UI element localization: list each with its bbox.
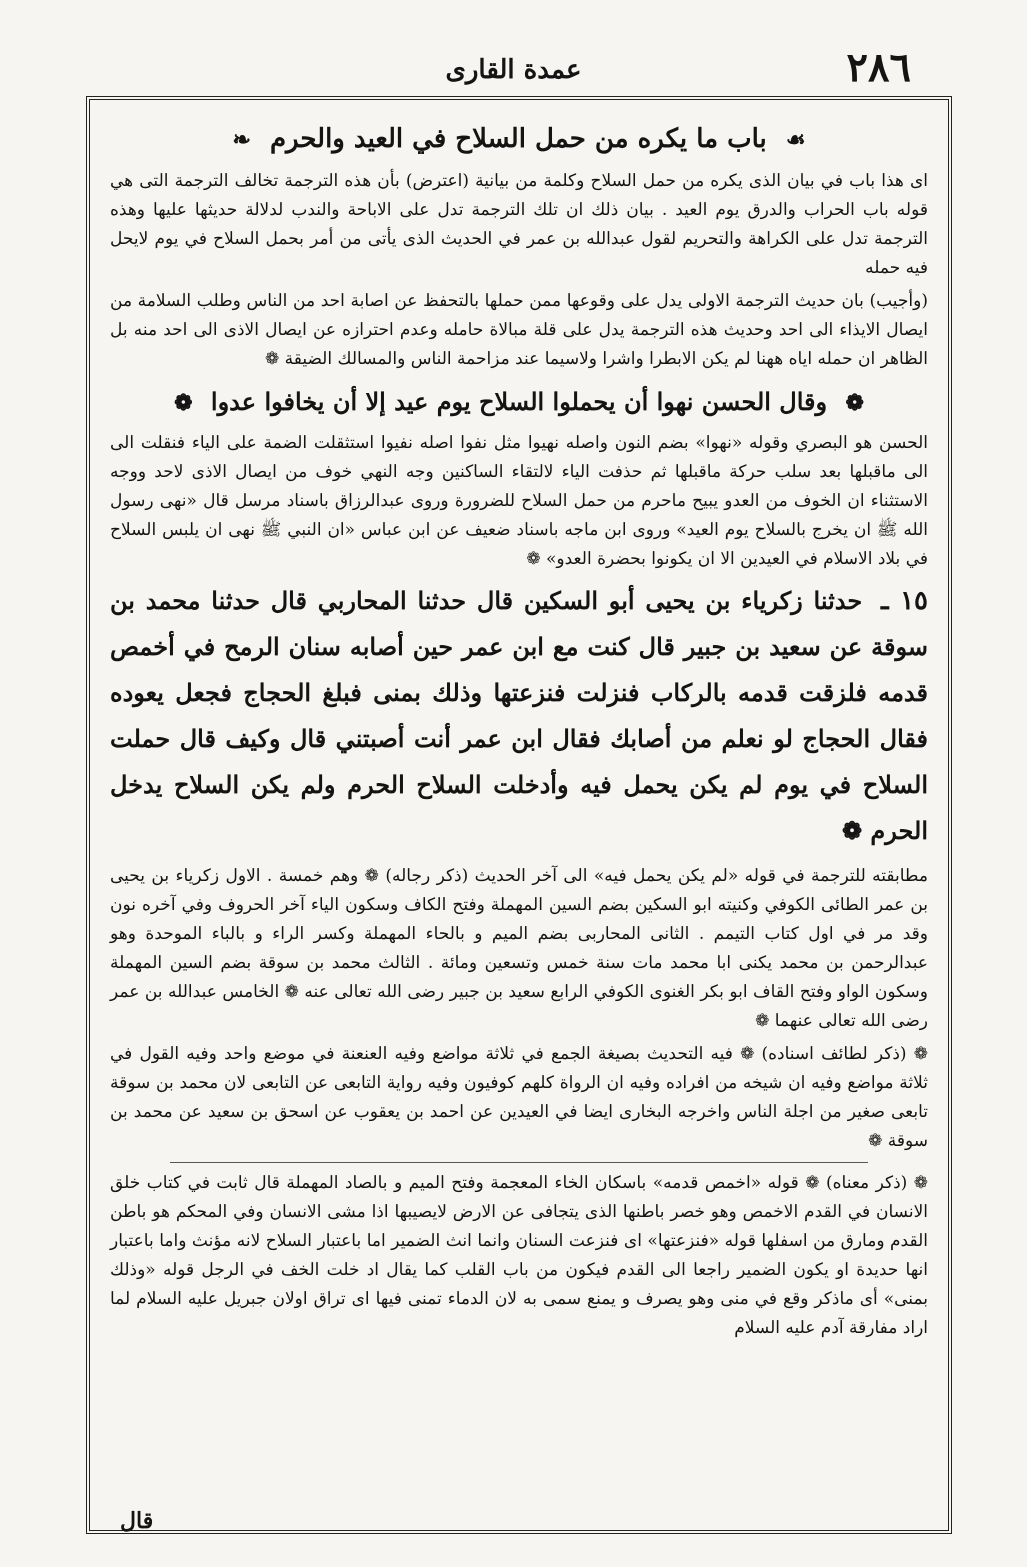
- analysis-paragraph: مطابقته للترجمة في قوله «لم يكن يحمل فيه» الى آخر الحديث (ذكر رجاله) ❁ وهم خمسة . الاول زكرياء بن يحيى بن عمر الطائى الكوفي وكنيته ابو السكين بضم السين المهملة وفتح الكاف وسكون الياء آخر الحروف وفي آخره نون وقد مر في اول كتاب التيمم . الثانى المحاربى بضم الميم و بالحاء المهملة وكسر الراء و بالباء الموحدة وهو عبدالرحمن بن محمد يكنى ابا محمد مات سنة خمس وتسعين ومائة . الثالث محمد بن سوقة بضم السين المهملة وسكون الواو وفتح القاف ابو بكر الغنوى الكوفي الرابع سعيد بن جبير رضى الله تعالى عنه ❁ الخامس عبدالله بن عمر رضى الله تعالى عنهما ❁: [110, 866, 928, 1031]
- page-number: ٢٨٦: [846, 44, 911, 91]
- analysis-paragraph: ❁ (ذكر معناه) ❁ قوله «اخمص قدمه» باسكان الخاء المعجمة وفتح الميم و بالصاد المهملة قال ثابت في كتاب خلق الانسان في القدم الاخمص وهو خصر باطنها الذى يتجافى عن الارض لايصيبها اذا مشى الانسان وفي المحكم هو باطن القدم ومارق من اسفلها قوله «فنزعتها» اى فنزعت السنان وانما انث الضمير اما باعتبار السلاح لانه مؤنث واما باعتبار انها حديدة او يكون الضمير راجعا الى القدم فيكون من باب القلب كما يقال اد خلت الخف في الرجل قوله «وذلك بمنى» أى ماذكر وقع في منى وهو يصرف و يمنع سمى به لان الدماء تمنى فيها اى تراق اولان جبريل عليه السلام لما اراد مفارقة آدم عليه السلام: [110, 1173, 928, 1338]
- hadith-text: حدثنا زكرياء بن يحيى أبو السكين قال حدثنا المحاربي قال حدثنا محمد بن سوقة عن سعيد بن جبير قال كنت مع ابن عمر حين أصابه سنان الرمح في أخمص قدمه فلزقت قدمه بالركاب فنزلت فنزعتها وذلك بمنى فبلغ الحجاج فجعل يعوده فقال الحجاج لو نعلم من أصابك فقال ابن عمر أنت أصبتني قال وكيف قال حملت السلاح في يوم لم يكن يحمل فيه وأدخلت السلاح الحرم ولم يكن السلاح يدخل الحرم ❁: [110, 586, 929, 845]
- quote-heading: [110, 382, 928, 423]
- text-frame: [86, 96, 952, 1534]
- running-title: عمدة القارى: [445, 55, 582, 85]
- page-header: [60, 38, 967, 98]
- intro-paragraph: اى هذا باب في بيان الذى يكره من حمل السلاح وكلمة من بيانية (اعترض) بأن هذه الترجمة تخالف الترجمة التى هي قوله باب الحراب والدرق يوم العيد . بيان ذلك ان تلك الترجمة تدل على الاباحة والندب لدلالة حديثها عليها وهذه الترجمة تدل على الكراهة والتحريم لقول عبدالله بن عمر في الحديث الذى يأتى من أمر بحمل السلاح في يوم لايحل فيه حمله: [110, 171, 928, 278]
- catchword: قال: [120, 1508, 154, 1534]
- ornament-icon: ☙: [785, 127, 806, 153]
- commentary-paragraph: الحسن هو البصري وقوله «نهوا» بضم النون واصله نهيوا مثل نفوا اصله نفيوا استثقلت الضمة على الياء فنقلت الى الى ماقبلها بعد سلب حركة ماقبلها ثم حذفت الياء لالتقاء الساكنين وجه النهي خوف من ايصال الاذى لاحد ووجه الاستثناء ان الخوف من العدو يبيح ماحرم من حمل السلاح للضرورة وروى عبدالرزاق باسناد مرسل قال «نهى رسول الله ﷺ ان يخرج بالسلاح يوم العيد» وروى ابن ماجه باسناد ضعيف عن ابن عباس «ان النبي ﷺ نهى ان يلبس السلاح في بلاد الاسلام في العيدين الا ان يكونوا بحضرة العدو» ❁: [110, 433, 928, 569]
- ornament-icon: ❁: [845, 390, 864, 416]
- chapter-heading: [110, 118, 928, 161]
- chapter-title: باب ما يكره من حمل السلاح في العيد والحرم: [269, 124, 767, 154]
- intro-paragraph: (وأجيب) بان حديث الترجمة الاولى يدل على وقوعها ممن حملها بالتحفظ عن اصابة احد من الناس وطلب السلامة من ايصال الايذاء الى احد وحديث هذه الترجمة يدل على قلة مبالاة حامله وعدم احترازه عن ايصال الاذى الى احد منه بل الظاهر ان حمله اياه ههنا لم يكن الابطرا واشرا ولاسيما عند مزاحمة الناس والمسالك الضيقة ❁: [110, 291, 928, 369]
- hadith-text-block: [110, 578, 928, 854]
- ornament-icon: ❁: [174, 390, 193, 416]
- analysis-paragraph: ❁ (ذكر لطائف اسناده) ❁ فيه التحديث بصيغة الجمع في ثلاثة مواضع وفيه العنعنة في موضع واحد وفيه القول في ثلاثة مواضع وفيه ان شيخه من افراده وفيه ان الرواة كلهم كوفيون وفيه رواية التابعى عن التابعى لان محمد بن سوقة تابعى صغير من اجلة الناس واخرجه البخارى ايضا في العيدين عن احمد بن يعقوب عن اسحق بن سعيد عن محمد بن سوقة ❁: [110, 1044, 928, 1151]
- section-divider: [170, 1162, 868, 1163]
- quote-text: وقال الحسن نهوا أن يحملوا السلاح يوم عيد إلا أن يخافوا عدوا: [210, 387, 828, 416]
- hadith-number: ١٥ ـ: [880, 586, 929, 616]
- ornament-icon: ❧: [232, 127, 251, 153]
- main-text: [110, 110, 928, 1520]
